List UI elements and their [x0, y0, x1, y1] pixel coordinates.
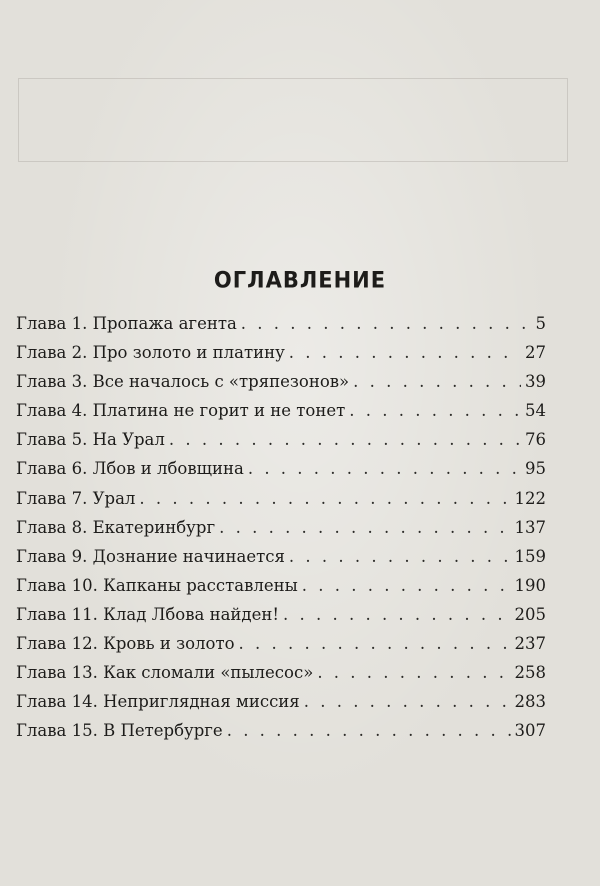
toc-entry-page: 258: [514, 663, 546, 683]
dot-leader: [302, 571, 511, 600]
toc-entry-page: 137: [514, 517, 546, 537]
toc-entry-page: 5: [535, 314, 546, 333]
toc-entry: [16, 629, 546, 658]
dot-leader: [317, 658, 510, 687]
toc-entry-label: Глава 15. В Петербурге: [16, 721, 223, 741]
dot-leader: [248, 454, 521, 483]
toc-entry-label: Глава 1. Пропажа агента: [16, 314, 237, 333]
toc-entry-label: Глава 13. Как сломали «пылесос»: [16, 663, 314, 683]
toc-entry-page: 283: [514, 692, 546, 712]
toc-entry: [16, 425, 546, 454]
toc-entry-label: Глава 8. Екатеринбург: [16, 517, 216, 537]
toc-entry-page: 76: [525, 430, 546, 450]
toc-entry-page: 307: [514, 721, 546, 741]
toc-entry-label: Глава 6. Лбов и лбовщина: [16, 459, 244, 479]
toc-entry: [16, 513, 546, 542]
toc-entry: [16, 396, 546, 425]
toc-entry: [16, 571, 546, 600]
toc-entry-page: 237: [514, 634, 546, 654]
toc-entry-page: 159: [514, 546, 546, 566]
toc-entry: [16, 454, 546, 483]
toc-entry: [16, 367, 546, 396]
dot-leader: [353, 367, 521, 396]
dot-leader: [304, 687, 511, 716]
toc-entry: [16, 716, 546, 745]
toc-entry: [16, 542, 546, 571]
toc-entry-label: Глава 11. Клад Лбова найден!: [16, 604, 279, 624]
dot-leader: [349, 396, 521, 425]
bleed-through-frame: [18, 78, 568, 162]
toc-entry: [16, 658, 546, 687]
toc-entry-label: Глава 7. Урал: [16, 488, 136, 508]
toc-entry: [16, 600, 546, 629]
table-of-contents: [16, 309, 546, 745]
toc-entry-page: 54: [525, 401, 546, 421]
toc-entry: [16, 338, 546, 367]
page-title: ОГЛАВЛЕНИЕ: [213, 267, 387, 293]
toc-entry-page: 39: [525, 372, 546, 392]
toc-entry: [16, 484, 546, 513]
toc-entry-page: 27: [525, 343, 546, 363]
toc-entry-label: Глава 4. Платина не горит и не тонет: [16, 401, 346, 421]
dot-leader: [289, 338, 521, 367]
dot-leader: [139, 484, 510, 513]
toc-entry-page: 205: [514, 604, 546, 624]
toc-entry-label: Глава 9. Дознание начинается: [16, 546, 285, 566]
toc-entry-label: Глава 10. Капканы расставлены: [16, 575, 298, 595]
dot-leader: [289, 542, 511, 571]
toc-entry-label: Глава 12. Кровь и золото: [16, 634, 235, 654]
dot-leader: [241, 309, 532, 338]
toc-entry-page: 122: [514, 488, 546, 508]
toc-entry-label: Глава 5. На Урал: [16, 430, 165, 450]
toc-entry-label: Глава 3. Все началось с «тряпезонов»: [16, 372, 350, 392]
dot-leader: [169, 425, 521, 454]
dot-leader: [219, 513, 510, 542]
dot-leader: [283, 600, 511, 629]
dot-leader: [239, 629, 511, 658]
toc-entry-label: Глава 14. Неприглядная миссия: [16, 692, 300, 712]
toc-entry-page: 95: [525, 459, 546, 479]
toc-entry-label: Глава 2. Про золото и платину: [16, 343, 285, 363]
toc-entry-page: 190: [514, 575, 546, 595]
dot-leader: [227, 716, 511, 745]
toc-entry: [16, 687, 546, 716]
toc-entry: [16, 309, 546, 338]
